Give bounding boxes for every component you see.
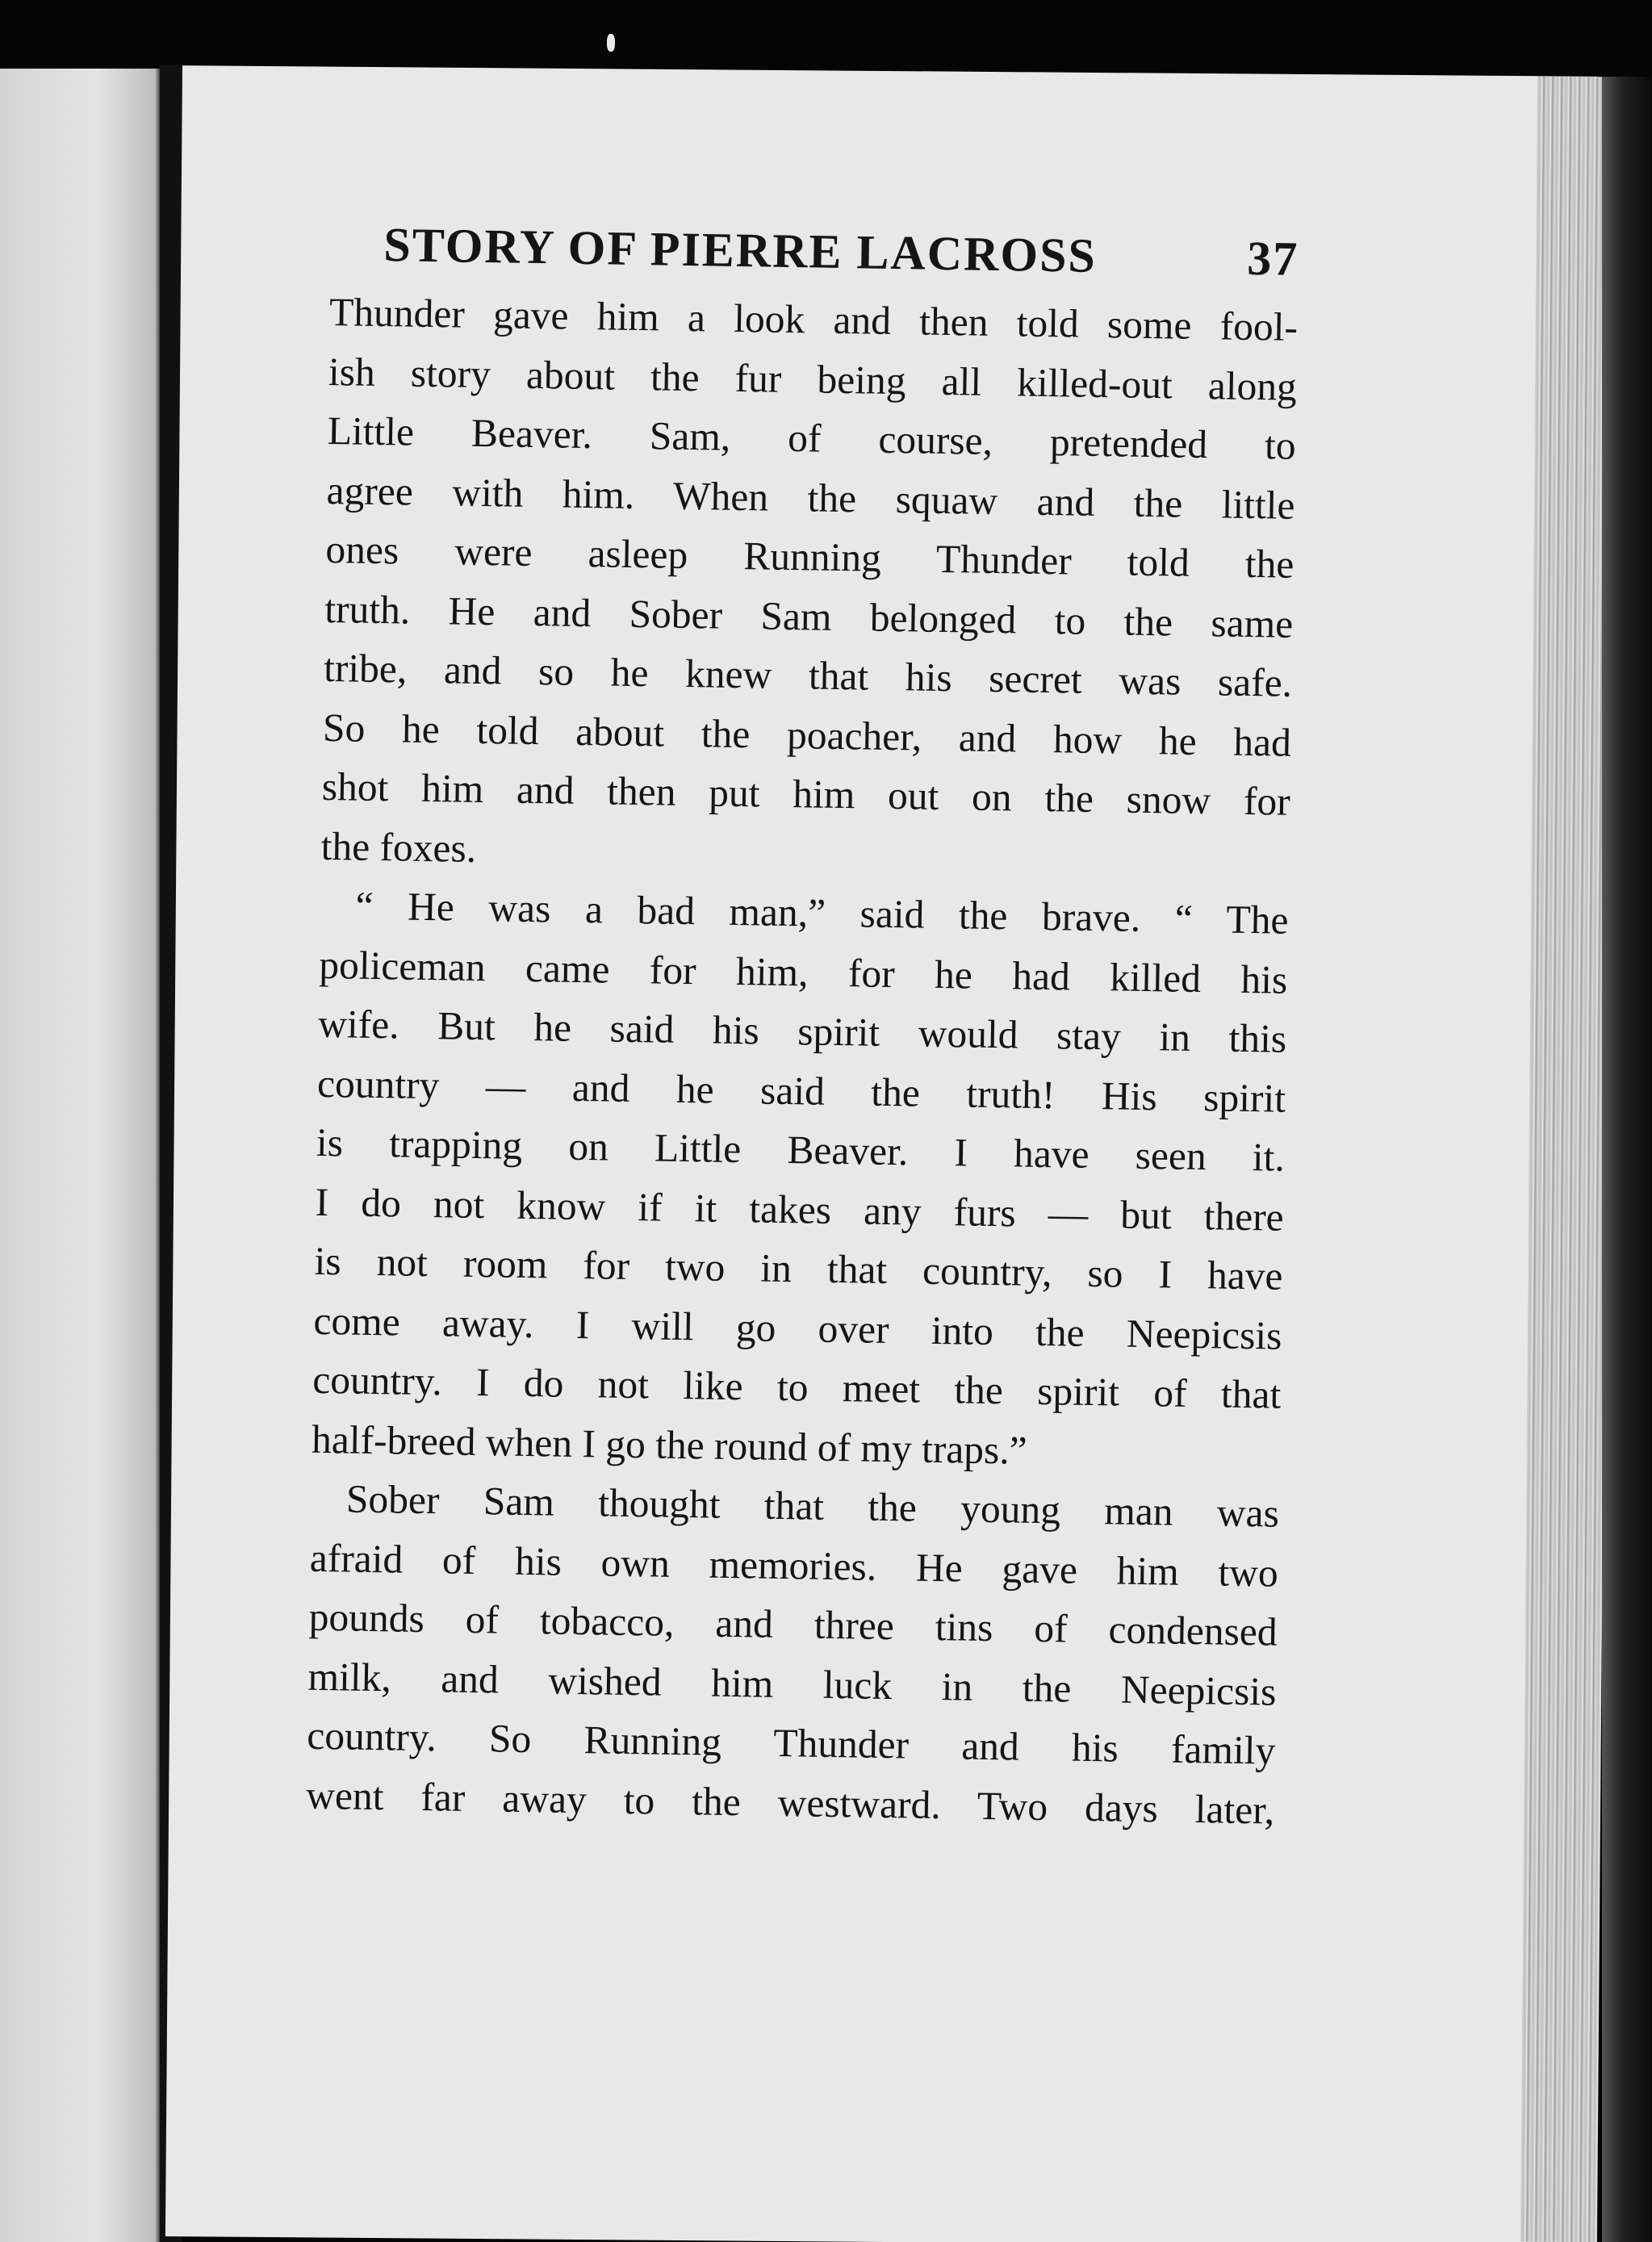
text-line: I do not know if it takes any furs — but there (315, 1179, 1285, 1240)
scan-speck (607, 34, 615, 52)
text-line: the foxes. (320, 823, 477, 871)
text-line: Little Beaver. Sam, of course, pretended to (327, 408, 1297, 468)
facing-page-edge (0, 69, 161, 2242)
text-line: country — and he said the truth! His spirit (316, 1060, 1286, 1121)
text-line: country. I do not like to meet the spirit of that (312, 1357, 1282, 1417)
text-line: Sober Sam thought that the young man was (345, 1476, 1280, 1536)
text-line: is trapping on Little Beaver. I have seen it. (316, 1119, 1286, 1180)
text-line: truth. He and Sober Sam belonged to the same (324, 586, 1294, 646)
text-line: country. So Running Thunder and his family (306, 1713, 1276, 1773)
page-number: 37 (1246, 231, 1299, 286)
text-line: agree with him. When the squaw and the little (326, 467, 1295, 528)
text-line: pounds of tobacco, and three tins of condensed (308, 1594, 1278, 1654)
text-line: policeman came for him, for he had killed his (319, 942, 1288, 1002)
text-line: ish story about the fur being all killed-out along (328, 349, 1298, 409)
text-line: shot him and then put him out on the snow for (321, 763, 1291, 824)
paragraph (320, 282, 1298, 891)
text-line: went far away to the westward. Two days later, (305, 1772, 1275, 1833)
paragraph (312, 876, 1289, 1484)
text-line: Thunder gave him a look and then told some fool- (328, 289, 1299, 349)
book-cover-edge (1602, 77, 1652, 2242)
paragraph (306, 1469, 1280, 1840)
text-line: tribe, and so he knew that his secret was safe. (323, 645, 1293, 705)
page-content (306, 216, 1299, 1840)
running-title: STORY OF PIERRE LACROSS (383, 218, 1098, 282)
text-line: “ He was a bad man,” said the brave. “ The (355, 883, 1289, 943)
text-line: is not room for two in that country, so I have (314, 1238, 1283, 1299)
text-line: half-breed when I go the round of my traps.” (311, 1416, 1028, 1473)
text-line: come away. I will go over into the Neepicsis (313, 1298, 1282, 1358)
text-line: So he told about the poacher, and how he had (322, 705, 1292, 765)
text-line: ones were asleep Running Thunder told the (325, 526, 1294, 587)
body-text (306, 282, 1299, 1840)
text-line: wife. But he said his spirit would stay in this (317, 1001, 1287, 1061)
text-line: afraid of his own memories. He gave him two (309, 1535, 1279, 1596)
text-line: milk, and wished him luck in the Neepicsis (307, 1654, 1277, 1714)
